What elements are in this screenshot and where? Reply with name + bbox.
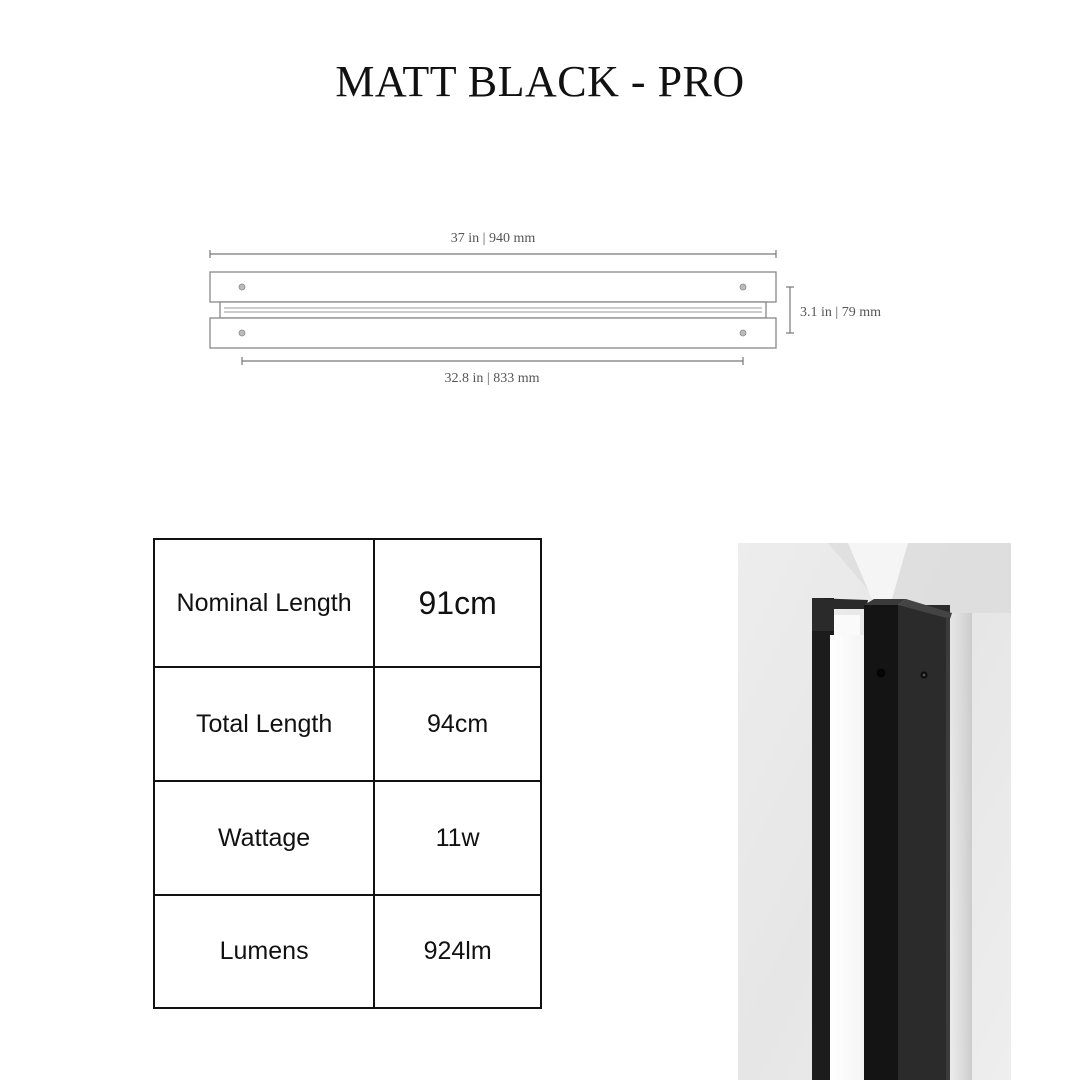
fixture-light-channel bbox=[220, 302, 766, 318]
screw-icon bbox=[877, 669, 886, 678]
spec-value: 91cm bbox=[374, 539, 541, 667]
spec-value: 924lm bbox=[374, 895, 541, 1008]
table-row bbox=[154, 667, 541, 781]
spec-value: 94cm bbox=[374, 667, 541, 781]
table-row bbox=[154, 781, 541, 895]
page-title: MATT BLACK - PRO bbox=[335, 57, 745, 106]
height-label: 3.1 in | 79 mm bbox=[800, 305, 881, 320]
table-row bbox=[154, 895, 541, 1008]
fixture-top-bar bbox=[210, 272, 776, 302]
total-length-label: 37 in | 940 mm bbox=[450, 231, 536, 246]
spec-value: 11w bbox=[374, 781, 541, 895]
spec-label: Wattage bbox=[154, 781, 374, 895]
fixture-bottom-bar bbox=[210, 318, 776, 348]
spec-label: Nominal Length bbox=[154, 539, 374, 667]
screw-icon bbox=[740, 284, 746, 290]
spec-label: Lumens bbox=[154, 895, 374, 1008]
specs-table bbox=[153, 538, 542, 1009]
wall-light-image bbox=[738, 543, 1011, 1080]
product-photo bbox=[738, 543, 1011, 1080]
screw-icon bbox=[740, 330, 746, 336]
screw-icon bbox=[239, 284, 245, 290]
dimension-drawing bbox=[190, 220, 910, 395]
mount-length-label: 32.8 in | 833 mm bbox=[444, 371, 540, 386]
screw-icon bbox=[239, 330, 245, 336]
spec-label: Total Length bbox=[154, 667, 374, 781]
table-row bbox=[154, 539, 541, 667]
